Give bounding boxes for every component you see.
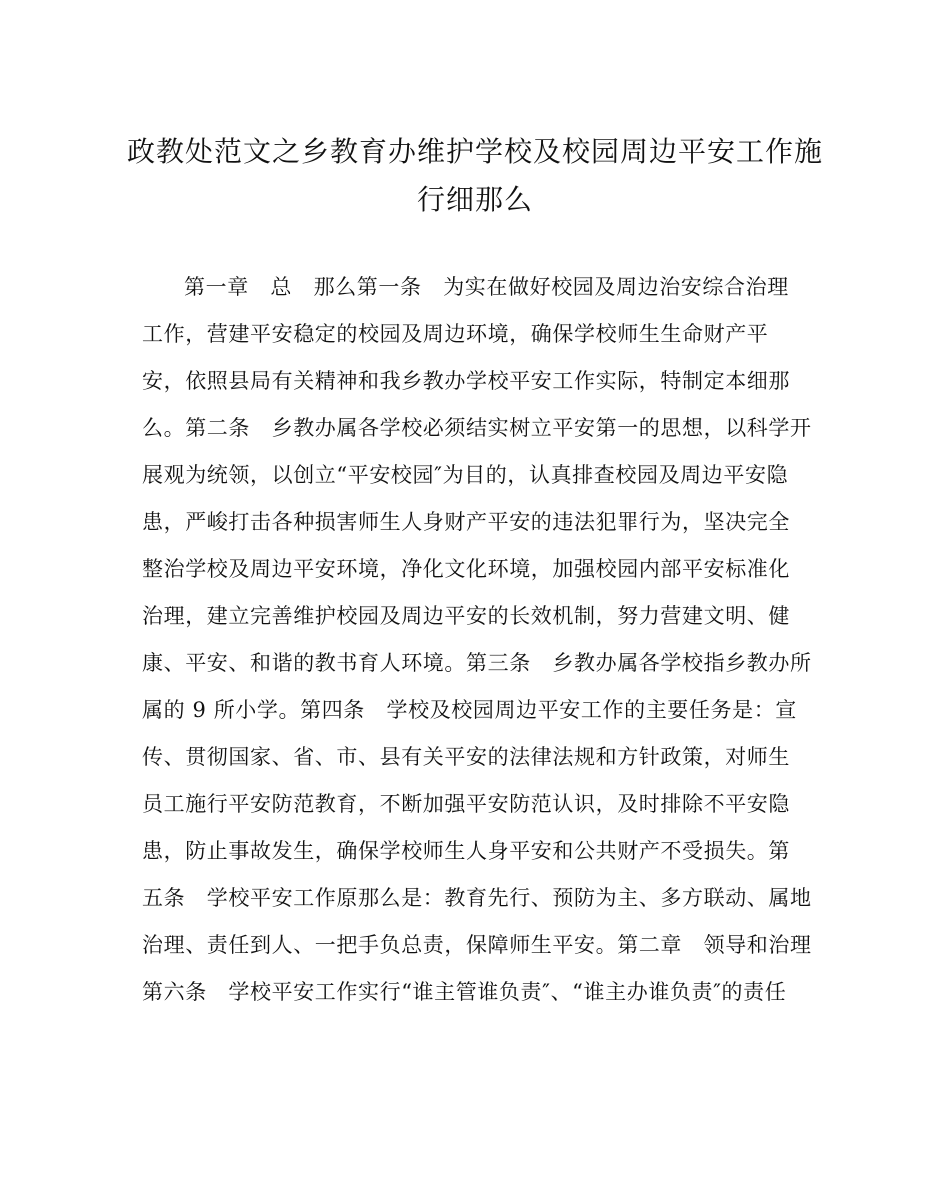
body-line-7: 整治学校及周边平安环境，净化文化环境，加强校园内部平安标准化 xyxy=(142,557,790,581)
body-line-4: 么。第二条 乡教办属各学校必须结实树立平安第一的思想，以科学开 xyxy=(142,416,812,440)
body-line-3: 安，依照县局有关精神和我乡教办学校平安工作实际，特制定本细那 xyxy=(142,369,790,393)
body-line-10: 属的 9 所小学。第四条 学校及校园周边平安工作的主要任务是：宣 xyxy=(142,698,797,722)
body-line-1: 第一章 总 那么第一条 为实在做好校园及周边治安综合治理 xyxy=(184,275,789,299)
body-line-16: 第六条 学校平安工作实行“谁主管谁负责″、“谁主办谁负责″的责任 xyxy=(142,980,787,1004)
body-line-8: 治理，建立完善维护校园及周边平安的长效机制，努力营建文明、健 xyxy=(142,604,790,628)
body-line-6: 患，严峻打击各种损害师生人身财产平安的违法犯罪行为，坚决完全 xyxy=(142,510,790,534)
body-line-15: 治理、责任到人、一把手负总责，保障师生平安。第二章 领导和治理 xyxy=(142,933,812,957)
body-line-5: 展观为统领，以创立“平安校园″为目的，认真排查校园及周边平安隐 xyxy=(142,463,789,487)
document-body xyxy=(142,264,812,1016)
body-line-13: 患，防止事故发生，确保学校师生人身平安和公共财产不受损失。第 xyxy=(142,839,790,863)
title-line-2: 行细那么 xyxy=(416,183,533,216)
body-line-14: 五条 学校平安工作原那么是：教育先行、预防为主、多方联动、属地 xyxy=(142,886,812,910)
body-line-12: 员工施行平安防范教育，不断加强平安防范认识，及时排除不平安隐 xyxy=(142,792,790,816)
title-line-1: 政教处范文之乡教育办维护学校及校园周边平安工作施 xyxy=(126,135,823,168)
document-title xyxy=(120,128,830,224)
body-line-9: 康、平安、和谐的教书育人环境。第三条 乡教办属各学校指乡教办所 xyxy=(142,651,812,675)
body-line-2: 工作，营建平安稳定的校园及周边环境，确保学校师生生命财产平 xyxy=(142,322,769,346)
body-line-11: 传、贯彻国家、省、市、县有关平安的法律法规和方针政策，对师生 xyxy=(142,745,790,769)
